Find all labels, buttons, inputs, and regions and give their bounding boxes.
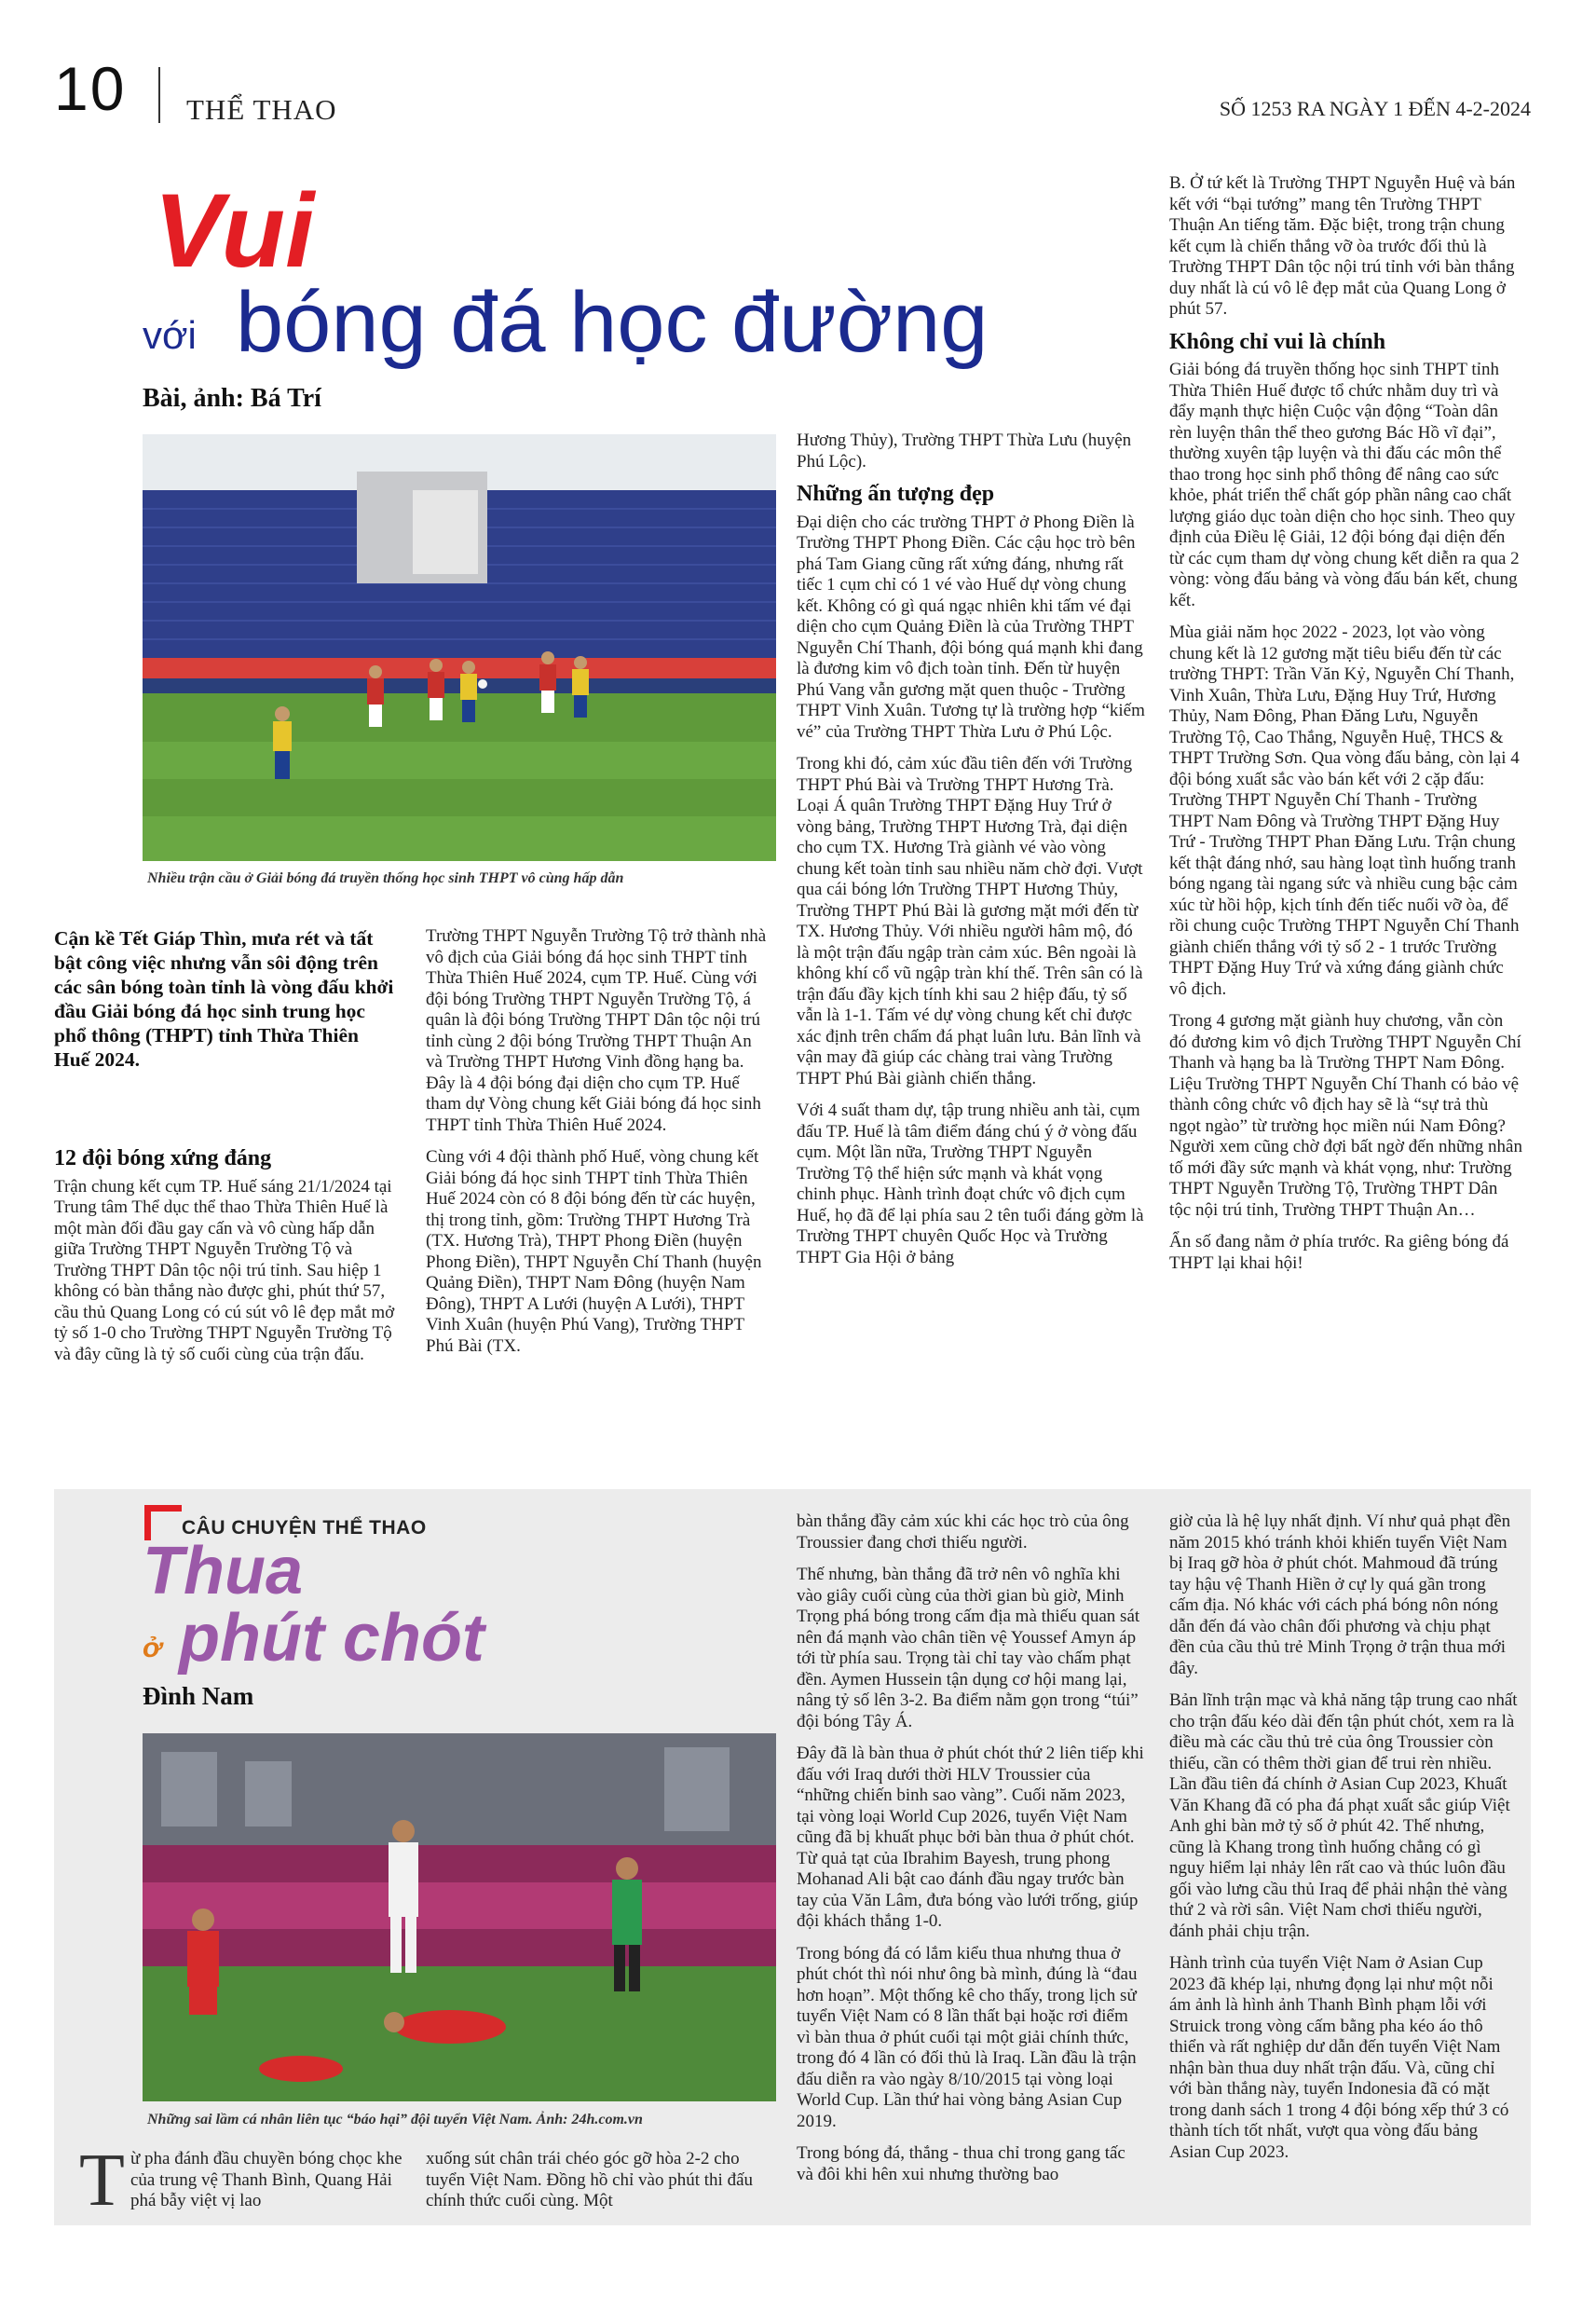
article2-column-1 bbox=[130, 2149, 415, 2223]
article2-byline: Đình Nam bbox=[143, 1682, 254, 1710]
article2-photo-caption: Những sai lầm cá nhân liên tục “báo hại” đội tuyển Việt Nam. Ảnh: 24h.com.vn bbox=[147, 2112, 643, 2127]
paragraph: Trong khi đó, cảm xúc đầu tiên đến với Trường THPT Phú Bài và Trường THPT Hương Trà. Loại Á quân Trường THPT Đặng Huy Trứ ở vòng bảng, Trường THPT Hương Trà, đại diện cho cụm TX. Hương Trà giành vé vào vòng chung kết toàn tỉnh sau nhiều năm chờ đợi. Vượt qua cái bóng lớn Trường THPT Hương Thủy, Trường THPT Phú Bài là gương mặt mới đến từ TX. Hương Thủy. Với nhiều người hâm mộ, đó là một trận đấu ngập tràn cảm xúc. Bên ngoài là không khí cổ vũ ngập tràn khí thế. Trên sân có là trận đấu đầy kịch tính khi sau 2 hiệp đấu, tỷ số vẫn là 1-1. Tấm vé dự vòng chung kết chỉ được xác định trên chấm đá phạt luân lưu. Bản lĩnh và vận may đã giúp các chàng trai vàng Trường THPT Phú Bài giành chiến thắng. bbox=[797, 754, 1143, 1088]
article2-photo bbox=[143, 1733, 776, 2101]
article1-column-4 bbox=[1169, 173, 1523, 1285]
article2-column-3 bbox=[797, 1512, 1146, 2196]
article2-column-2 bbox=[426, 2149, 771, 2223]
paragraph: Cùng với 4 đội thành phố Huế, vòng chung kết Giải bóng đá học sinh THPT tỉnh Thừa Thiên Huế 2024 còn có 8 đội bóng đến từ các huyện, thị trong tỉnh, gồm: Trường THPT Hương Trà (TX. Hương Trà), THPT Phong Điền (huyện Phong Điền), THPT Nguyễn Chí Thanh (huyện Quảng Điền), THPT Nam Đông (huyện Nam Đông), THPT A Lưới (huyện A Lưới), THPT Vinh Xuân (huyện Phú Vang), Trường THPT Phú Bài (TX. bbox=[426, 1147, 762, 1356]
article1-title-word2: với bbox=[143, 313, 197, 357]
article1-column-2 bbox=[426, 926, 771, 1368]
article2-title-word1: Thua bbox=[143, 1534, 303, 1608]
article1-photo bbox=[143, 434, 776, 861]
article2-column-4 bbox=[1169, 1512, 1519, 2174]
article1-subheading-2: Những ấn tượng đẹp bbox=[797, 482, 995, 506]
article1-subheading-1: 12 đội bóng xứng đáng bbox=[54, 1146, 272, 1170]
article1-byline: Bài, ảnh: Bá Trí bbox=[143, 384, 321, 413]
paragraph: Bản lĩnh trận mạc và khả năng tập trung cao nhất cho trận đấu kéo dài đến tận phút chót, xem ra là điều mà các cầu thủ trẻ của ông Troussier còn thiếu, cần có thêm thời gian để trui rèn nhiều. Lần đầu tiên đá chính ở Asian Cup 2023, Khuất Văn Khang đã có pha đá phạt xuất sắc giúp Việt Anh ghi bàn mở tỷ số ở phút 42. Thế nhưng, cũng là Khang trong tình huống chẳng có gì nguy hiểm lại nhảy lên rất cao và thúc luôn đầu gối vào lưng cầu thủ Iraq để phải nhận thẻ vàng thứ 2 và rời sân. Việt Nam chơi thiếu người, đánh phải chịu trận. bbox=[1169, 1690, 1518, 1941]
paragraph: B. Ở tứ kết là Trường THPT Nguyễn Huệ và bán kết với “bại tướng” mang tên Trường THPT Thuận An tiếng tăm. Đặc biệt, trong trận chung kết cụm là chiến thắng vỡ òa trước đối thủ là Trường THPT Dân tộc nội trú tỉnh với bàn thắng duy nhất là cú vô lê đẹp mắt của Quang Long ở phút 57. bbox=[1169, 173, 1516, 319]
paragraph: Trong bóng đá, thắng - thua chỉ trong gang tấc và đôi khi hên xui nhưng thường bao bbox=[797, 2143, 1125, 2184]
article2-kicker: CÂU CHUYỆN THỂ THAO bbox=[182, 1517, 427, 1539]
paragraph: Giải bóng đá truyền thống học sinh THPT tỉnh Thừa Thiên Huế được tổ chức nhằm duy trì và đẩy mạnh thực hiện Cuộc vận động “Toàn dân rèn luyện thân thể theo gương Bác Hồ vĩ đại”, thường xuyên tập luyện và thi đấu các môn thể thao trong học sinh phổ thông để nâng cao sức khỏe, phát triển thể chất góp phần nâng cao chất lượng giáo dục toàn diện cho học sinh. Theo quy định của Điều lệ Giải, 12 đội bóng đại diện đến từ các cụm tham dự vòng chung kết diễn ra qua 2 vòng: vòng đấu bảng và vòng đấu bán kết, chung kết. bbox=[1169, 360, 1520, 610]
paragraph: giờ của là hệ lụy nhất định. Ví như quả phạt đền năm 2015 khó tránh khỏi khiến tuyển Việt Nam bị Iraq gỡ hòa ở phút chót. Mahmoud đã trúng tay hậu vệ Thanh Hiền ở cự ly quá gần trong cấm địa. Nó khác với cách phá bóng nôn nóng dẫn đến đá vào chân đối phương và chịu phạt đền của cầu thủ trẻ Minh Trọng ở trận thua mới đây. bbox=[1169, 1512, 1511, 1678]
football-match-image bbox=[143, 434, 776, 861]
paragraph: xuống sút chân trái chéo góc gỡ hòa 2-2 cho tuyển Việt Nam. Đồng hồ chỉ vào phút thi đấu chính thức cuối cùng. Một bbox=[426, 2149, 754, 2210]
article1-subheading-3: Không chỉ vui là chính bbox=[1169, 329, 1386, 354]
article1-column-1 bbox=[54, 1148, 399, 1376]
paragraph: Đây đã là bàn thua ở phút chót thứ 2 liên tiếp khi đấu với Iraq dưới thời HLV Troussier của “những chiến binh sao vàng”. Cuối năm 2023, tại vòng loại World Cup 2026, tuyển Việt Nam cũng đã bị khuất phục bởi bàn thua ở phút chót. Từ quả tạt của Ibrahim Bayesh, trung phong Mohanad Ali bật cao đánh đầu ngay trước bàn tay của Văn Lâm, đưa bóng vào lưới trống, giúp đội khách thắng 1-0. bbox=[797, 1744, 1144, 1931]
paragraph: Trận chung kết cụm TP. Huế sáng 21/1/2024 tại Trung tâm Thể dục thể thao Thừa Thiên Huế là một màn đối đầu gay cấn và vô cùng hấp dẫn giữa Trường THPT Nguyễn Trường Tộ và Trường THPT Dân tộc nội trú tỉnh. Sau hiệp 1 không có bàn thắng nào được ghi, phút thứ 57, cầu thủ Quang Long có cú sút vô lê đẹp mắt mở tỷ số 1-0 cho Trường THPT Nguyễn Trường Tộ và đây cũng là tỷ số cuối cùng của trận đấu. bbox=[54, 1176, 395, 1364]
paragraph: Đại diện cho các trường THPT ở Phong Điền là Trường THPT Phong Điền. Các cậu học trò bên phá Tam Giang cũng rất xứng đáng, nhưng rất tiếc 1 cụm chỉ có 1 vé vào Huế dự vòng chung kết. Không có gì quá ngạc nhiên khi tấm vé đại diện cho cụm Quảng Điền là của Trường THPT Nguyễn Chí Thanh, đội bóng quá mạnh khi đang là đương kim vô địch toàn tỉnh. Đến từ huyện Phú Vang vẫn gương mặt quen thuộc - Trường THPT Vinh Xuân. Tương tự là trường hợp “kiếm vé” của Trường THPT Thừa Lưu ở Phú Lộc. bbox=[797, 512, 1145, 742]
article2-title-word3: phút chót bbox=[179, 1601, 484, 1676]
section-title: THỂ THAO bbox=[186, 93, 337, 126]
article1-photo-caption: Nhiều trận cầu ở Giải bóng đá truyền thống học sinh THPT vô cùng hấp dẫn bbox=[147, 870, 624, 886]
paragraph: Trường THPT Nguyễn Trường Tộ trở thành nhà vô địch của Giải bóng đá học sinh THPT tỉnh Thừa Thiên Huế 2024, cụm TP. Huế. Cùng với đội bóng Trường THPT Nguyễn Trường Tộ, á quân là đội bóng Trường THPT Dân tộc nội trú tỉnh cùng 2 đội bóng Trường THPT Thuận An và Trường THPT Hương Vinh đồng hạng ba. Đây là 4 đội bóng đại diện cho cụm TP. Huế tham dự Vòng chung kết Giải bóng đá học sinh THPT tỉnh Thừa Thiên Huế 2024. bbox=[426, 926, 767, 1135]
article1-lead: Cận kề Tết Giáp Thìn, mưa rét và tất bật công việc nhưng vẫn sôi động trên các sân bóng toàn tỉnh là vòng đấu khởi đầu Giải bóng đá học sinh trung học phổ thông (THPT) tỉnh Thừa Thiên Huế 2024. bbox=[54, 927, 394, 1071]
paragraph: Thế nhưng, bàn thắng đã trở nên vô nghĩa khi vào giây cuối cùng của thời gian bù giờ, Minh Trọng phá bóng trong cấm địa mà thiếu quan sát nên đá mạnh vào chân tiền vệ Youssef Amyn áp tới từ phía sau. Trọng tài chỉ tay vào chấm phạt đền. Aymen Hussein tận dụng cơ hội mang lại, nâng tỷ số lên 3-2. Ba điểm nằm gọn trong “túi” đội bóng Tây Á. bbox=[797, 1565, 1140, 1731]
paragraph: Hành trình của tuyển Việt Nam ở Asian Cup 2023 đã khép lại, nhưng đọng lại như một nỗi ám ảnh là hình ảnh Thanh Bình phạm lỗi với Struick trong vòng cấm bằng pha kéo áo thô thiển và rất nghiệp dư dẫn đến tuyển Việt Nam nhận bàn thua duy nhất trận đấu. Và, cũng chỉ với bàn thắng này, tuyển Indonesia đã có mặt trong danh sách 1 trong 4 đội bóng xếp thứ 3 có thành tích tốt nhất, vượt qua vòng đấu bảng Asian Cup 2023. bbox=[1169, 1953, 1509, 2162]
paragraph: Trong bóng đá có lắm kiểu thua nhưng thua ở phút chót thì nói như ông bà mình, đúng là “đau hơn hoạn”. Một thống kê cho thấy, trong lịch sử tuyển Việt Nam có 8 lần thất bại hoặc rơi điểm vì bàn thua ở phút cuối tại một giải chính thức, trong đó 4 lần có đối thủ là Iraq. Lần đầu là trận đấu diễn ra vào ngày 8/10/2015 tại vòng loại World Cup. Lần thứ hai vòng bảng Asian Cup 2019. bbox=[797, 1943, 1138, 2131]
paragraph: Mùa giải năm học 2022 - 2023, lọt vào vòng chung kết là 12 gương mặt tiêu biểu đến từ các trường THPT: Trần Văn Kỷ, Nguyễn Chí Thanh, Vinh Xuân, Thừa Lưu, Đặng Huy Trứ, Hương Thủy, Nam Đông, Phan Đăng Lưu, Nguyễn Trường Tộ, Cao Thắng, Nguyễn Huệ, THCS & THPT Trường Sơn. Qua vòng đấu bảng, còn lại 4 đội bóng xuất sắc vào bán kết với 2 cặp đấu: Trường THPT Nguyễn Chí Thanh - Trường THPT Nam Đông và Trường THPT Đặng Huy Trứ - Trường THPT Phan Đăng Lưu. Trận chung kết thật đáng nhớ, sau hàng loạt tình huống tranh bóng ngang tài ngang sức và nhiều cung bậc cảm xúc từ hồi hộp, kịch tính đến tiếc nuối vỡ òa, để rồi chung cuộc Trường THPT Nguyễn Chí Thanh giành chiến thắng với tỷ số 2 - 1 trước Trường THPT Đặng Huy Trứ và xứng đáng giành chức vô địch. bbox=[1169, 622, 1520, 999]
article1-title-word1: Vui bbox=[154, 172, 315, 289]
asian-cup-match-image bbox=[143, 1733, 776, 2101]
page-number: 10 bbox=[54, 54, 127, 123]
paragraph: Trong 4 gương mặt giành huy chương, vẫn còn đó đương kim vô địch Trường THPT Nguyễn Chí Thanh và hạng ba là Trường THPT Nam Đông. Liệu Trường THPT Nguyễn Chí Thanh có bảo vệ thành công chức vô địch hay sẽ là “sự trả thù ngọt ngào” từ trường học miền núi Nam Đông? Người xem cũng chờ đợi bất ngờ đến những nhân tố mới đầy sức mạnh và khát vọng, như: Trường THPT Nguyễn Trường Tộ, Trường THPT Dân tộc nội trú tỉnh, Trường THPT Thuận An… bbox=[1169, 1011, 1522, 1220]
paragraph: ừ pha đánh đầu chuyền bóng chọc khe của trung vệ Thanh Bình, Quang Hải phá bẫy việt vị lao bbox=[130, 2149, 402, 2210]
article1-title-main: bóng đá học đường bbox=[236, 275, 989, 370]
paragraph: Ẩn số đang nằm ở phía trước. Ra giêng bóng đá THPT lại khai hội! bbox=[1169, 1232, 1509, 1273]
paragraph: bàn thắng đầy cảm xúc khi các học trò của ông Troussier đang chơi thiếu người. bbox=[797, 1512, 1129, 1553]
article2-dropcap: T bbox=[79, 2140, 125, 2222]
article2-title-word2: ở bbox=[143, 1633, 162, 1663]
article1-column-3 bbox=[797, 431, 1146, 1279]
issue-info: SỐ 1253 RA NGÀY 1 ĐẾN 4-2-2024 bbox=[1219, 97, 1531, 120]
header-divider bbox=[158, 67, 160, 123]
paragraph: Với 4 suất tham dự, tập trung nhiều anh tài, cụm đấu TP. Huế là tâm điểm đáng chú ý ở vòng đấu cụm. Một lần nữa, Trường THPT Nguyễn Trường Tộ thể hiện sức mạnh và khát vọng chinh phục. Hành trình đoạt chức vô địch cụm Huế, họ đã để lại phía sau 2 tên tuổi đáng gờm là Trường THPT chuyên Quốc Học và Trường THPT Gia Hội ở bảng bbox=[797, 1101, 1144, 1267]
paragraph: Hương Thủy), Trường THPT Thừa Lưu (huyện Phú Lộc). bbox=[797, 431, 1132, 472]
